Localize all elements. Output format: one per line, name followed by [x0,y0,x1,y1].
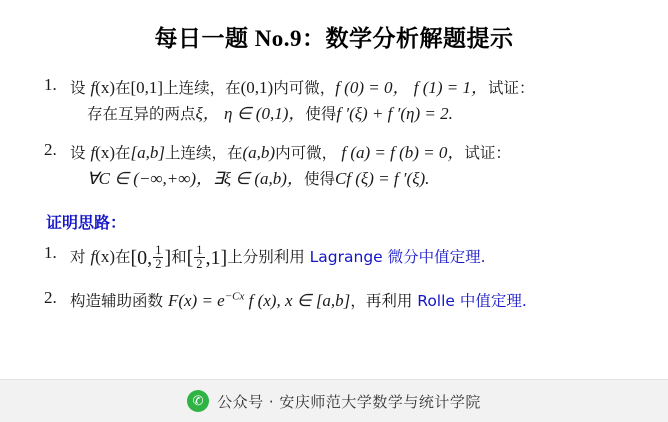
footer-content [187,390,481,412]
fraction-one-half: $\frac{1}{2}$ [155,242,162,271]
problem-number: 1. [44,75,57,94]
document-page [0,20,668,422]
problem-item [44,75,632,128]
wechat-icon: ✆ [187,390,209,412]
proof-list [44,243,632,314]
proof-heading: 证明思路： [46,213,127,233]
footer-text: 公众号 · 安庆师范大学数学与统计学院 [217,392,481,411]
problem-number: 2. [44,139,57,159]
proof-line: 对 f(x)在[0, $\frac{1}{2}$ ]和[ $\frac{1}{2}$ ,1]上分别利用 Lagrange 微分中值定理. [70,242,486,271]
problem-item [44,140,632,193]
footer-bar [0,379,668,422]
fraction-one-half: $\frac{1}{2}$ [196,242,203,271]
page-title: 每日一题 No.9：数学分析解题提示 [154,26,514,51]
proof-item [44,288,632,314]
proof-number: 1. [44,243,57,263]
document-body [0,75,668,315]
proof-item [44,243,632,274]
theorem-reference: Rolle 中值定理. [417,292,527,311]
problem-line: 设 f(x)在[a,b]上连续，在(a,b)内可微， f (a) = f (b) = 0，试证： [70,142,511,162]
proof-line: 构造辅助函数 $F(x) = e^{-Cx}$ f (x), x ∈ [a,b]，再利用 Rolle 中值定理. [70,290,527,311]
problem-line: 存在互异的两点ξ， η ∈ (0,1)，使得f ′(ξ) + f ′(η) = 2. [87,104,453,124]
problem-line: 设 f(x)在[0,1]上连续，在(0,1)内可微，f (0) = 0， f (1) = 1，试证： [70,78,535,97]
problem-list [44,75,632,192]
proof-number: 2. [44,288,57,308]
problem-line: ∀C ∈ (−∞,+∞)，∃ξ ∈ (a,b)，使得Cf (ξ) = f ′(ξ). [87,169,430,189]
theorem-reference: Lagrange 微分中值定理. [309,248,486,267]
